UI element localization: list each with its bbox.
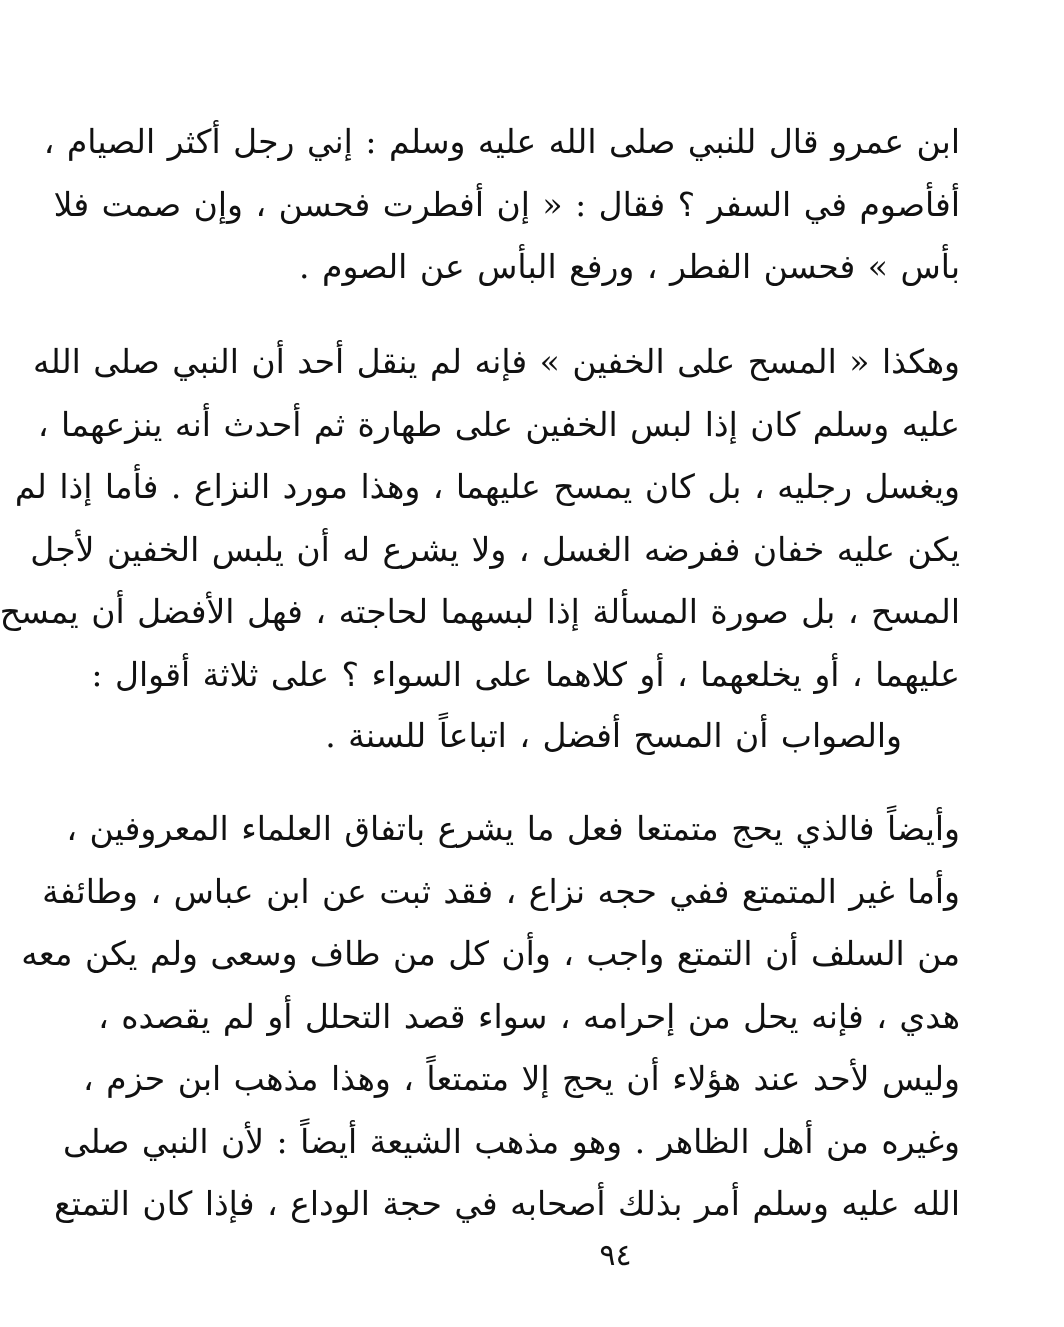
paragraph-line: ابن عمرو قال للنبي صلى الله عليه وسلم : إني رجل أكثر الصيام ، bbox=[43, 122, 960, 161]
paragraph-line: وغيره من أهل الظاهر . وهو مذهب الشيعة أيضاً : لأن النبي صلى bbox=[62, 1121, 960, 1161]
paragraph-line: أفأصوم في السفر ؟ فقال : « إن أفطرت فحسن ، وإن صمت فلا bbox=[53, 184, 960, 224]
paragraph-line: من السلف أن التمتع واجب ، وأن كل من طاف وسعى ولم يكن معه bbox=[21, 934, 960, 973]
paragraph-line: الله عليه وسلم أمر بذلك أصحابه في حجة الوداع ، فإذا كان التمتع bbox=[54, 1184, 960, 1223]
paragraph-4 bbox=[21, 798, 960, 1236]
paragraph-3 bbox=[302, 705, 902, 768]
paragraph-line: ويغسل رجليه ، بل كان يمسح عليهما ، وهذا مورد النزاع . فأما إذا لم bbox=[14, 467, 960, 506]
paragraph-2 bbox=[0, 331, 960, 706]
paragraph-line: يكن عليه خفان ففرضه الغسل ، ولا يشرع له أن يلبس الخفين لأجل bbox=[30, 529, 960, 569]
paragraph-line: وهكذا « المسح على الخفين » فإنه لم ينقل أحد أن النبي صلى الله bbox=[32, 342, 960, 381]
paragraph-line: والصواب أن المسح أفضل ، اتباعاً للسنة . bbox=[325, 716, 902, 755]
paragraph-line: المسح ، بل صورة المسألة إذا لبسهما لحاجته ، فهل الأفضل أن يمسح bbox=[0, 592, 960, 631]
paragraph-line: عليهما ، أو يخلعهما ، أو كلاهما على السواء ؟ على ثلاثة أقوال : bbox=[91, 654, 960, 694]
paragraph-1 bbox=[43, 111, 960, 299]
paragraph-line: عليه وسلم كان إذا لبس الخفين على طهارة ثم أحدث أنه ينزعهما ، bbox=[37, 404, 960, 444]
paragraph-line: بأس » فحسن الفطر ، ورفع البأس عن الصوم . bbox=[299, 247, 960, 286]
page-number: ٩٤ bbox=[599, 1238, 632, 1273]
paragraph-line: وليس لأحد عند هؤلاء أن يحج إلا متمتعاً ، وهذا مذهب ابن حزم ، bbox=[83, 1059, 960, 1098]
paragraph-line: وأما غير المتمتع ففي حجه نزاع ، فقد ثبت عن ابن عباس ، وطائفة bbox=[42, 871, 960, 911]
paragraph-line: وأيضاً فالذي يحج متمتعا فعل ما يشرع باتفاق العلماء المعروفين ، bbox=[66, 809, 960, 848]
paragraph-line: هدي ، فإنه يحل من إحرامه ، سواء قصد التحلل أو لم يقصده ، bbox=[98, 996, 960, 1036]
